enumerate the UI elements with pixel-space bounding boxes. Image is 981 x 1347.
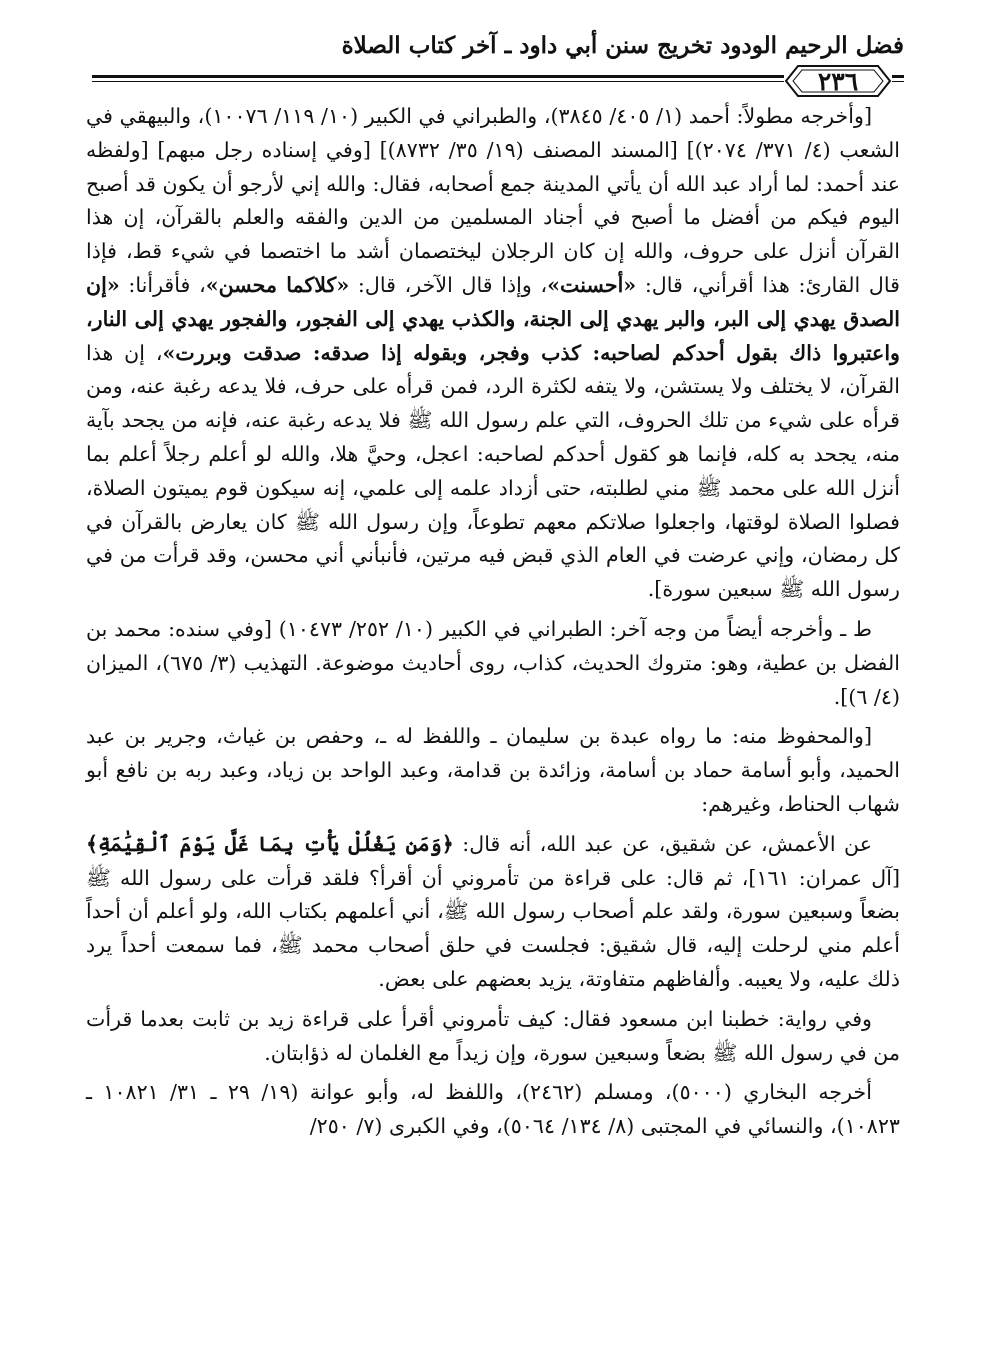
bold-hadith-text: «إن الصدق يهدي إلى البر، والبر يهدي إلى الجنة، والكذب يهدي إلى الفجور، والفجور يهدي إلى النار، واعتبروا ذاك بقول أحدكم لصاحبه: كذب وفجر، وبقوله إذا صدقه: صدقت وبررت» bbox=[86, 272, 900, 365]
paragraph-bukhari: أخرجه البخاري (٥٠٠٠)، ومسلم (٢٤٦٢)، واللفظ له، وأبو عوانة (١٩/ ٢٩ ـ ٣١/ ١٠٨٢١ ـ ١٠٨٢٣)، والنسائي في المجتبى (٨/ ١٣٤/ ٥٠٦٤)، وفي الكبرى (٧/ ٢٥٠/ bbox=[86, 1080, 900, 1139]
paragraph-takhrij-ahmad: [وأخرجه مطولاً: أحمد (١/ ٤٠٥/ ٣٨٤٥)، والطبراني في الكبير (١٠/ ١١٩/ ١٠٠٧٦)، والبيهقي في الشعب (٤/ ٣٧١/ ٢٠٧٤)] [المسند المصنف (١٩/ ٣٥/ ٨٧٣٢)] [وفي إسناده رجل مبهم] [ولفظه عند أحمد: لما أراد عبد الله أن يأتي المدينة جمع أصحابه، فقال: والله إني لأرجو أن يكون قد أصبح اليوم فيكم من أفضل ما أصبح في أجناد المسلمين من الدين والفقه والعلم بالقرآن، إن هذا القرآن أنزل على حروف، والله إن كان الرجلان ليختصمان أشد ما اختصما في شيء قط، فإذا قال القارئ: هذا أقرأني، قال: «أحسنت»، وإذا قال الآخر، قال: «كلاكما محسن»، فأقرأنا: «إن الصدق يهدي إلى البر، والبر يهدي إلى الجنة، والكذب يهدي إلى الفجور، والفجور يهدي إلى النار، واعتبروا ذاك بقول أحدكم لصاحبه: كذب وفجر، وبقوله إذا صدقه: صدقت وبررت»، إن هذا القرآن، لا يختلف ولا يستشن، ولا يتفه لكثرة الرد، فمن قرأه على حرف، فلا يدعه رغبة عنه، ومن قرأه على شيء من تلك الحروف، التي علم رسول الله ﷺ فلا يدعه رغبة عنه، فإنه من يجحد بآية منه، يجحد به كله، فإنما هو كقول أحدكم لصاحبه: اعجل، وحيَّ هلا، والله لو أعلم رجلاً أعلم بما أنزل الله على محمد ﷺ مني لطلبته، حتى أزداد علمه إلى علمي، إنه سيكون قوم يميتون الصلاة، فصلوا الصلاة لوقتها، واجعلوا صلاتكم معهم تطوعاً، وإن رسول الله ﷺ كان يعارض بالقرآن في كل رمضان، وإني عرضت في العام الذي قبض فيه مرتين، فأنبأني أني محسن، وقد قرأت من في رسول الله ﷺ سبعين سورة]. bbox=[86, 104, 900, 602]
header-rule-thin bbox=[92, 81, 904, 82]
paragraph-mahfuz: [والمحفوظ منه: ما رواه عبدة بن سليمان ـ واللفظ له ـ، وحفص بن غياث، وجرير بن عبد الحميد، وأبو أسامة حماد بن أسامة، وزائدة بن قدامة، وعبد الواحد بن زياد، وعبد ربه بن نافع أبو شهاب الحناط، وغيرهم: bbox=[86, 724, 900, 816]
page-number-badge bbox=[784, 64, 892, 98]
paragraph-tabarani: ط ـ وأخرجه أيضاً من وجه آخر: الطبراني في الكبير (١٠/ ٢٥٢/ ١٠٤٧٣) [وفي سنده: محمد بن الفضل بن عطية، وهو: متروك الحديث، كذاب، روى أحاديث موضوعة. التهذيب (٣/ ٦٧٥)، الميزان (٤/ ٦)]. bbox=[86, 616, 900, 709]
quran-verse: ﴿وَمَن يَغْلُلْ يَأْتِ بِمَا غَلَّ يَوْمَ ٱلْقِيَٰمَةِ﴾ bbox=[86, 831, 454, 856]
page-header bbox=[92, 26, 904, 96]
page-number: ٢٣٦ bbox=[817, 66, 859, 96]
bold-hadith-text: «أحسنت» bbox=[547, 272, 637, 297]
bold-hadith-text: «كلاكما محسن» bbox=[205, 272, 350, 297]
page-body bbox=[86, 100, 900, 1150]
header-rule-thick bbox=[92, 75, 904, 78]
paragraph-quran-quote: عن الأعمش، عن شقيق، عن عبد الله، أنه قال: ﴿وَمَن يَغْلُلْ يَأْتِ بِمَا غَلَّ يَوْمَ ٱلْقِيَٰمَةِ﴾ [آل عمران: ١٦١]، ثم قال: على قراءة من تأمروني أن أقرأ؟ فلقد قرأت على رسول الله ﷺ بضعاً وسبعين سورة، ولقد علم أصحاب رسول الله ﷺ، أني أعلمهم بكتاب الله، ولو أعلم أن أحداً أعلم مني لرحلت إليه، قال شقيق: فجلست في حلق أصحاب محمد ﷺ، فما سمعت أحداً يرد ذلك عليه، ولا يعيبه. وألفاظهم متفاوتة، يزيد بعضهم على بعض. bbox=[86, 831, 901, 991]
running-title: فضل الرحيم الودود تخريج سنن أبي داود ـ آخر كتاب الصلاة bbox=[341, 32, 904, 59]
paragraph-riwaya: وفي رواية: خطبنا ابن مسعود فقال: كيف تأمروني أقرأ على قراءة زيد بن ثابت بعدما قرأت من في رسول الله ﷺ بضعاً وسبعين سورة، وإن زيداً مع الغلمان له ذؤابتان. bbox=[86, 1006, 900, 1065]
